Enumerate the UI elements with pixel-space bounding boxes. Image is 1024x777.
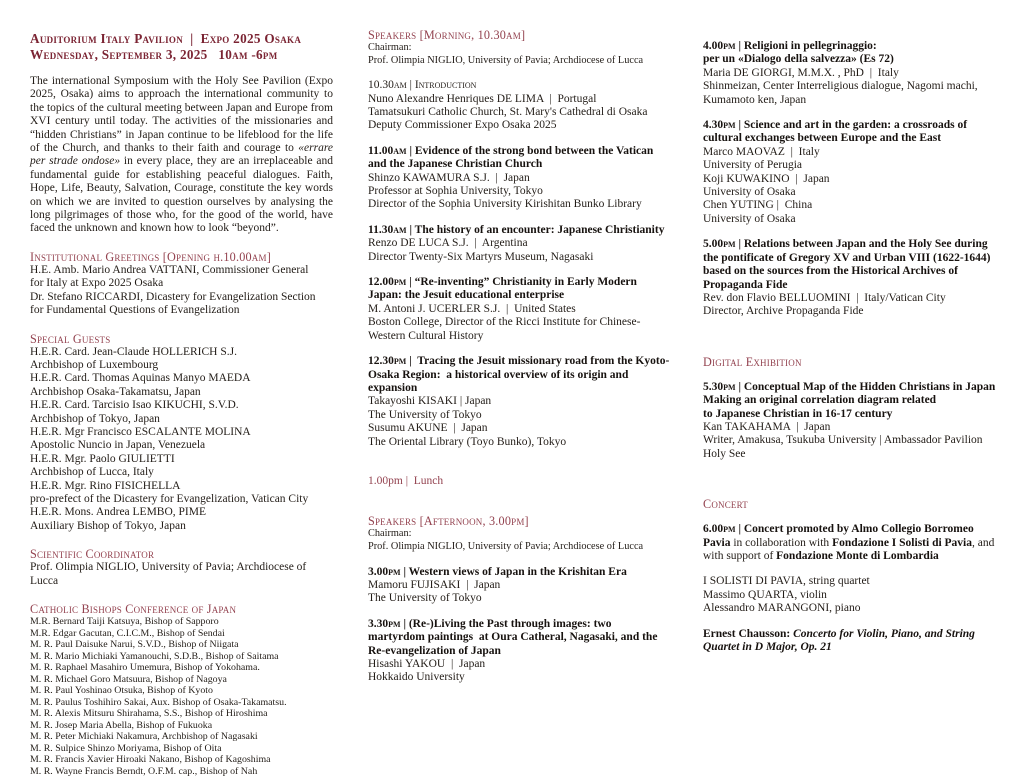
text-line: M. R. Paul Yoshinao Otsuka, Bishop of Kyoto (30, 685, 333, 697)
column-2 (368, 28, 670, 685)
text-segment: «errare per strade ondose» (30, 142, 333, 167)
text-line: Nuno Alexandre Henriques DE LIMA | Portugal (368, 93, 670, 106)
text-line: Archbishop Osaka-Takamatsu, Japan (30, 386, 333, 399)
text-line: H.E.R. Mons. Andrea LEMBO, PIME (30, 506, 333, 519)
text-line: Dr. Stefano RICCARDI, Dicastery for Evangelization Section (30, 291, 333, 304)
text-block (30, 264, 333, 318)
text-line: Mamoru FUJISAKI | Japan (368, 579, 670, 592)
text-line: H.E.R. Card. Tarcisio Isao KIKUCHI, S.V.D. (30, 399, 333, 412)
text-line: Shinzo KAWAMURA S.J. | Japan (368, 172, 670, 185)
section-heading: Catholic Bishops Conference of Japan (30, 602, 333, 616)
text-line: pro-prefect of the Dicastery for Evangelization, Vatican City (30, 493, 333, 506)
text-block (703, 381, 1003, 461)
text-line: 1.00pm | Lunch (368, 475, 670, 488)
text-block (703, 238, 1003, 318)
text-segment: | The history of an encounter: Japanese Christianity (407, 224, 665, 236)
text-line: M. R. Mario Michiaki Yamanouchi, S.D.B., Bishop of Saitama (30, 651, 333, 663)
text-segment: per un «Dialogo della salvezza» (Es 72) (703, 53, 894, 65)
text-line: University of Osaka (703, 186, 1003, 199)
text-segment: in collaboration with (730, 537, 832, 549)
text-line (703, 238, 1003, 292)
text-line: M.R. Edgar Gacutan, C.I.C.M., Bishop of Sendai (30, 628, 333, 640)
text-segment: 3.30pm (368, 618, 401, 630)
text-line (703, 381, 1003, 394)
text-line: Takayoshi KISAKI | Japan (368, 395, 670, 408)
text-line: Director of the Sophia University Kirishitan Bunko Library (368, 198, 670, 211)
text-segment: Concerto for Violin, Piano, and String Quartet in D Major, Op. 21 (703, 628, 978, 653)
text-line: The Oriental Library (Toyo Bunko), Tokyo (368, 436, 670, 449)
text-segment: 3.00pm (368, 566, 401, 578)
text-line: The University of Tokyo (368, 592, 670, 605)
text-segment: 4.00pm (703, 40, 736, 52)
text-segment: | Relations between Japan and the Holy See during the pontificate of Gregory XV and Urban VIII (1622-1644) based on the sources from the Historical Archives of Propaganda Fide (703, 238, 993, 290)
text-block (368, 224, 670, 264)
text-line (368, 145, 670, 172)
text-segment: Making an original correlation diagram related (703, 394, 936, 406)
section-heading: Institutional Greetings [Opening h.10.00am] (30, 250, 333, 264)
text-line (368, 355, 670, 395)
section-heading: Scientific Coordinator (30, 547, 333, 561)
text-line: Susumu AKUNE | Japan (368, 422, 670, 435)
text-line: Director Twenty-Six Martyrs Museum, Nagasaki (368, 251, 670, 264)
text-segment: | Evidence of the strong bond between the Vatican and the Japanese Christian Church (368, 145, 656, 170)
text-line: H.E. Amb. Mario Andrea VATTANI, Commissioner General (30, 264, 333, 277)
text-line: Auxiliary Bishop of Tokyo, Japan (30, 520, 333, 533)
text-line: M. R. Paulus Toshihiro Sakai, Aux. Bishop of Osaka-Takamatsu. (30, 697, 333, 709)
text-line: Koji KUWAKINO | Japan (703, 173, 1003, 186)
text-line: Professor at Sophia University, Tokyo (368, 185, 670, 198)
text-segment: 6.00pm (703, 523, 736, 535)
text-line: M. R. Peter Michiaki Nakamura, Archbishop of Nagasaki (30, 731, 333, 743)
text-line: H.E.R. Mgr. Paolo GIULIETTI (30, 453, 333, 466)
text-segment: | Tracing the Jesuit missionary road from the Kyoto-Osaka Region: a historical overview of its origin and expansion (368, 355, 669, 394)
text-block (368, 528, 670, 553)
section-heading: Speakers [Afternoon, 3.00pm] (368, 514, 670, 528)
text-segment: to Japanese Christian in 16-17 century (703, 408, 892, 420)
text-segment: 11.00am (368, 145, 407, 157)
text-line: Rev. don Flavio BELLUOMINI | Italy/Vatican City (703, 292, 1003, 305)
text-line (703, 394, 1003, 407)
text-line: for Fundamental Questions of Evangelization (30, 304, 333, 317)
text-line: Archbishop of Luxembourg (30, 359, 333, 372)
text-block (368, 355, 670, 449)
text-segment: , and with support of (703, 537, 997, 562)
text-line (703, 523, 1003, 563)
column-3 (703, 40, 1003, 654)
text-block (703, 119, 1003, 226)
text-line: Prof. Olimpia NIGLIO, University of Pavia; Archdiocese of Lucca (368, 55, 670, 68)
text-line: M. Antoni J. UCERLER S.J. | United States (368, 303, 670, 316)
text-block (368, 42, 670, 67)
text-line: Tamatsukuri Catholic Church, St. Mary's Cathedral di Osaka (368, 106, 670, 119)
text-block (368, 276, 670, 343)
text-line: M. R. Raphael Masahiro Umemura, Bishop of Yokohama. (30, 662, 333, 674)
text-line: Deputy Commissioner Expo Osaka 2025 (368, 119, 670, 132)
text-block (703, 40, 1003, 107)
text-segment: Fondazione Monte di Lombardia (776, 550, 939, 562)
text-segment: | Science and art in the garden: a crossroads of cultural exchanges between Europe and the East (703, 119, 970, 144)
text-line: Marco MAOVAZ | Italy (703, 146, 1003, 159)
text-segment: | Western views of Japan in the Krishitan Era (401, 566, 627, 578)
text-line: Renzo DE LUCA S.J. | Argentina (368, 237, 670, 250)
text-line (703, 119, 1003, 146)
text-segment: 5.00pm (703, 238, 736, 250)
text-segment: Wednesday, September 3, 2025 10am -6pm (30, 47, 278, 62)
text-line: Archbishop of Lucca, Italy (30, 466, 333, 479)
text-segment: 5.30pm (703, 381, 736, 393)
text-block (368, 145, 670, 212)
text-line: Shinmeizan, Center Interreligious dialogue, Nagomi machi, Kumamoto ken, Japan (703, 80, 1003, 107)
text-line (368, 79, 670, 92)
text-line: for Italy at Expo 2025 Osaka (30, 277, 333, 290)
text-line: Hisashi YAKOU | Japan (368, 658, 670, 671)
text-segment: 4.30pm (703, 119, 736, 131)
text-line: M. R. Francis Xavier Hiroaki Nakano, Bishop of Kagoshima (30, 754, 333, 766)
text-segment: | (Re-)Living the Past through images: two martyrdom paintings at Oura Catheral, Nagasaki, and the Re-evangelization of Japan (368, 618, 660, 657)
text-segment: | Conceptual Map of the Hidden Christians in Japan (736, 381, 996, 393)
section-heading: Special Guests (30, 332, 333, 346)
text-line: Prof. Olimpia NIGLIO, University of Pavia; Archdiocese of Lucca (368, 541, 670, 554)
text-line: Maria DE GIORGI, M.M.X. , PhD | Italy (703, 67, 1003, 80)
text-segment: 10.30am | Introduction (368, 79, 476, 91)
text-block (30, 561, 333, 588)
text-segment: | Religioni in pellegrinaggio: (736, 40, 877, 52)
text-block (703, 523, 1003, 563)
text-line: M. R. Paul Daisuke Narui, S.V.D., Bishop of Niigata (30, 639, 333, 651)
text-line (368, 566, 670, 579)
text-line: Alessandro MARANGONI, piano (703, 602, 1003, 615)
text-line (368, 224, 670, 237)
text-line: Prof. Olimpia NIGLIO, University of Pavia; Archdiocese of Lucca (30, 561, 333, 588)
text-block (368, 566, 670, 606)
text-line: M.R. Bernard Taiji Katsuya, Bishop of Sapporo (30, 616, 333, 628)
text-line: Kan TAKAHAMA | Japan (703, 421, 1003, 434)
text-block (703, 628, 1003, 655)
text-segment: 12.00pm (368, 276, 406, 288)
text-line: Chairman: (368, 42, 670, 55)
text-line: Massimo QUARTA, violin (703, 589, 1003, 602)
text-line: The University of Tokyo (368, 409, 670, 422)
text-line (703, 408, 1003, 421)
text-line: Hokkaido University (368, 671, 670, 684)
text-segment: 12.30pm (368, 355, 406, 367)
text-line: I SOLISTI DI PAVIA, string quartet (703, 575, 1003, 588)
text-segment: The international Symposium with the Holy See Pavilion (Expo 2025, Osaka) aims to approach the international community to the topics of the cultural meeting between Japan and Europe from XVI century until today. The activities of the missionaries and “hidden Christians” in Japan continue to be lifeblood for the life of the Church, and thanks to their faith and courage to (30, 75, 333, 154)
text-line: M. R. Alexis Mitsuru Shirahama, S.S., Bishop of Hiroshima (30, 708, 333, 720)
text-segment: in every place, they are an irreplaceable and fundamental guide for establishing peaceful dialogues. Faith, Hope, Life, Beauty, Salvation, Courage, constitute the key words on which we are invited to question ourselves by analysing the long pilgrimages of those who, for the good of the world, have faced the unknown and known how to look “beyond”. (30, 155, 333, 234)
text-segment: 11.30am (368, 224, 407, 236)
text-segment: Ernest Chausson: (703, 628, 793, 640)
text-line: University of Perugia (703, 159, 1003, 172)
text-block (30, 616, 333, 777)
text-block (30, 346, 333, 534)
text-line (30, 47, 333, 63)
text-line: Director, Archive Propaganda Fide (703, 305, 1003, 318)
event-title (30, 31, 333, 63)
text-line (703, 53, 1003, 66)
text-line: M. R. Josep Maria Abella, Bishop of Fukuoka (30, 720, 333, 732)
text-line: Apostolic Nuncio in Japan, Venezuela (30, 439, 333, 452)
text-line: M. R. Sulpice Shinzo Moriyama, Bishop of Oita (30, 743, 333, 755)
text-segment: Fondazione I Solisti di Pavia (832, 537, 972, 549)
text-line: H.E.R. Card. Thomas Aquinas Manyo MAEDA (30, 372, 333, 385)
text-line: Boston College, Director of the Ricci Institute for Chinese-Western Cultural History (368, 316, 670, 343)
text-block (368, 79, 670, 133)
section-heading: Digital Exhibition (703, 355, 1003, 369)
intro-paragraph (30, 75, 333, 236)
text-line: H.E.R. Card. Jean-Claude HOLLERICH S.J. (30, 346, 333, 359)
text-line (703, 628, 1003, 655)
section-heading: Speakers [Morning, 10.30am] (368, 28, 670, 42)
text-segment: | “Re-inventing” Christianity in Early Modern Japan: the Jesuit educational enterprise (368, 276, 640, 301)
text-line: University of Osaka (703, 213, 1003, 226)
text-line (703, 40, 1003, 53)
text-segment: Auditorium Italy Pavilion | Expo 2025 Osaka (30, 31, 301, 46)
text-line: H.E.R. Mgr Francisco ESCALANTE MOLINA (30, 426, 333, 439)
text-line (30, 31, 333, 47)
text-segment: | Concert promoted by Almo Collegio Borromeo Pavia (703, 523, 977, 548)
text-line (368, 618, 670, 658)
section-heading: Concert (703, 497, 1003, 511)
text-line (368, 276, 670, 303)
text-block (703, 575, 1003, 615)
text-line: M. R. Wayne Francis Berndt, O.F.M. cap., Bishop of Nah (30, 766, 333, 777)
text-line: H.E.R. Mgr. Rino FISICHELLA (30, 480, 333, 493)
text-line: Writer, Amakusa, Tsukuba University | Ambassador Pavilion Holy See (703, 434, 1003, 461)
text-line: Chairman: (368, 528, 670, 541)
text-line: Archbishop of Tokyo, Japan (30, 413, 333, 426)
text-block (368, 618, 670, 685)
text-line: M. R. Michael Goro Matsuura, Bishop of Nagoya (30, 674, 333, 686)
column-1 (30, 31, 333, 777)
lunch-line (368, 475, 670, 488)
text-line: Chen YUTING | China (703, 199, 1003, 212)
